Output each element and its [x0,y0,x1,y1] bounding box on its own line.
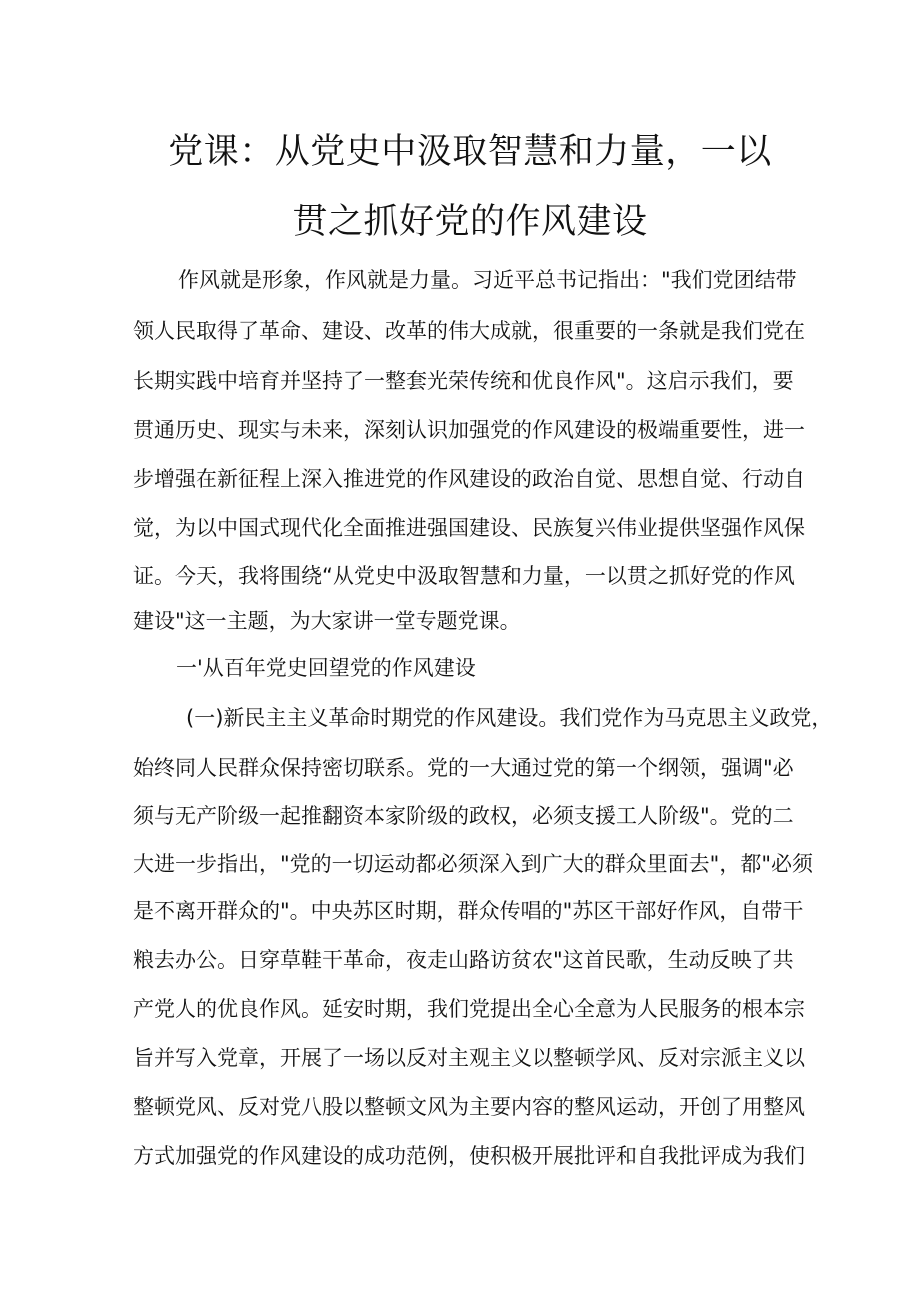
section1-line: 是不离开群众的"。中央苏区时期，群众传唱的"苏区干部好作风，自带干 [133,899,804,923]
intro-line: 证。今天，我将围绕“从党史中汲取智慧和力量，一以贯之抓好党的作风 [133,564,795,588]
section1-line: 产党人的优良作风。延安时期，我们党提出全心全意为人民服务的根本宗 [133,997,805,1021]
intro-line: 长期实践中培育并坚持了一整套光荣传统和优良作风"。这启示我们，要 [133,369,794,393]
section1-line: (一)新民主主义革命时期党的作风建设。我们党作为马克思主义政党， [186,706,833,730]
intro-line: 贯通历史、现实与未来，深刻认识加强党的作风建设的极端重要性，进一 [133,418,805,442]
section-heading: 一'从百年党史回望党的作风建设 [176,656,476,680]
document-title-line-1: 党课：从党史中汲取智慧和力量，一以 [168,132,772,172]
section1-line: 大进一步指出，"党的一切运动都必须深入到广大的群众里面去"，都"必须 [133,852,813,876]
section1-line: 须与无产阶级一起推翻资本家阶级的政权，必须支援工人阶级"。党的二 [133,804,794,828]
section1-line: 始终同人民群众保持密切联系。党的一大通过党的第一个纲领，强调"必 [133,756,794,780]
intro-line: 作风就是形象，作风就是力量。习近平总书记指出："我们党团结带 [178,268,797,292]
intro-line: 建设"这一主题，为大家讲一堂专题党课。 [133,609,521,633]
intro-line: 步增强在新征程上深入推进党的作风建设的政治自觉、思想自觉、行动自 [133,467,805,491]
document-title-line-2: 贯之抓好党的作风建设 [292,202,648,242]
section1-line: 粮去办公。日穿草鞋干革命，夜走山路访贫农"这首民歌，生动反映了共 [133,948,794,972]
intro-line: 领人民取得了革命、建设、改革的伟大成就，很重要的一条就是我们党在 [133,319,805,343]
section1-line: 整顿党风、反对党八股以整顿文风为主要内容的整风运动，开创了用整风 [133,1095,805,1119]
intro-line: 觉，为以中国式现代化全面推进强国建设、民族复兴伟业提供坚强作风保 [133,516,805,540]
section1-line: 方式加强党的作风建设的成功范例，使积极开展批评和自我批评成为我们 [133,1144,805,1168]
section1-line: 旨并写入党章，开展了一场以反对主观主义以整顿学风、反对宗派主义以 [133,1046,805,1070]
